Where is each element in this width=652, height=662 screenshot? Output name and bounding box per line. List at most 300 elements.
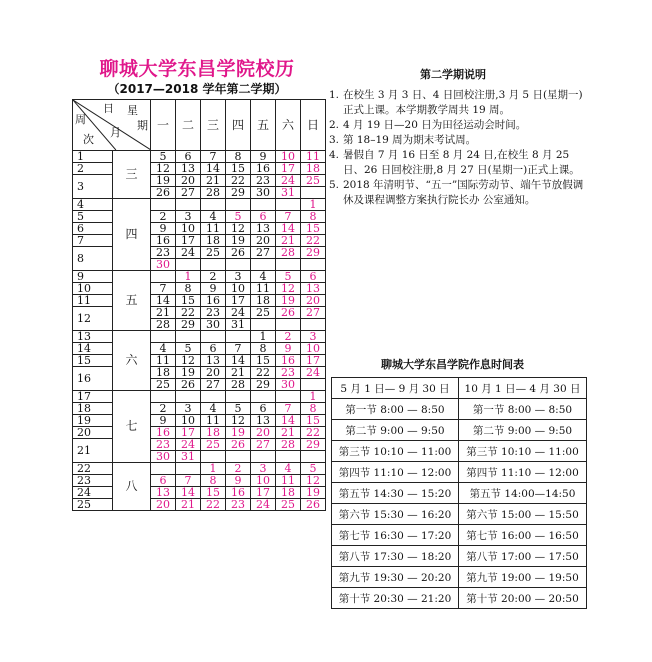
weekday-header: 五 <box>251 100 276 151</box>
date-cell: 4 <box>276 463 301 475</box>
note-text: 2018 年清明节、“五一”国际劳动节、端午节放假调休及课程调整方案执行院长办 公室通知。 <box>343 179 584 206</box>
date-cell: 11 <box>201 415 226 427</box>
date-cell: 12 <box>151 163 176 175</box>
calendar-title: 聊城大学东昌学院校历 <box>99 58 295 80</box>
date-cell: 14 <box>226 355 251 367</box>
date-cell: 2 <box>151 403 176 415</box>
schedule-cell: 第七节 16:30 — 17:20 <box>332 525 459 546</box>
date-cell: 9 <box>151 415 176 427</box>
schedule-cell: 第四节 11:10 — 12:00 <box>459 462 587 483</box>
date-cell: 23 <box>151 439 176 451</box>
schedule-cell: 第五节 14:00—14:50 <box>459 483 587 504</box>
date-cell: 16 <box>151 427 176 439</box>
month-label: 三 <box>113 151 151 199</box>
date-cell: 18 <box>201 427 226 439</box>
date-cell: 12 <box>226 223 251 235</box>
date-cell <box>201 391 226 403</box>
semester-notes <box>329 88 591 208</box>
date-cell <box>201 451 226 463</box>
schedule-row <box>332 546 587 567</box>
date-cell: 9 <box>201 283 226 295</box>
corner-label-day-label-2: 月 <box>110 126 121 139</box>
note-number: 5. <box>329 179 340 191</box>
date-cell: 11 <box>201 223 226 235</box>
date-cell: 14 <box>176 487 201 499</box>
date-cell <box>276 319 301 331</box>
schedule-cell: 第九节 19:30 — 20:20 <box>332 567 459 588</box>
date-cell: 19 <box>301 487 326 499</box>
schedule-row <box>332 441 587 462</box>
month-label: 五 <box>113 271 151 331</box>
date-cell: 16 <box>201 295 226 307</box>
schedule-cell: 第一节 8:00 — 8:50 <box>459 399 587 420</box>
date-cell: 17 <box>176 235 201 247</box>
date-cell: 23 <box>251 175 276 187</box>
date-cell: 3 <box>251 463 276 475</box>
weekday-header: 一 <box>151 100 176 151</box>
date-cell <box>176 259 201 271</box>
week-number: 6 <box>73 223 113 235</box>
date-cell: 4 <box>201 403 226 415</box>
date-cell: 8 <box>301 211 326 223</box>
date-cell: 15 <box>301 415 326 427</box>
date-cell: 9 <box>151 223 176 235</box>
date-cell: 15 <box>176 295 201 307</box>
date-cell: 9 <box>226 475 251 487</box>
date-cell: 20 <box>251 427 276 439</box>
week-number: 11 <box>73 295 113 307</box>
date-cell: 30 <box>251 187 276 199</box>
week-number: 12 <box>73 307 113 331</box>
schedule-row <box>332 588 587 609</box>
date-cell: 2 <box>151 211 176 223</box>
date-cell: 10 <box>176 415 201 427</box>
corner-label-week-label-2: 次 <box>83 133 94 146</box>
date-cell: 30 <box>151 451 176 463</box>
date-cell: 24 <box>176 247 201 259</box>
date-cell: 25 <box>301 175 326 187</box>
date-cell: 9 <box>276 343 301 355</box>
date-cell: 18 <box>276 487 301 499</box>
schedule-row <box>332 483 587 504</box>
weekday-header: 四 <box>226 100 251 151</box>
date-cell <box>251 259 276 271</box>
date-cell: 14 <box>201 163 226 175</box>
date-cell <box>226 451 251 463</box>
date-cell: 3 <box>301 331 326 343</box>
schedule-row <box>332 525 587 546</box>
date-cell: 20 <box>151 499 176 511</box>
date-cell <box>276 391 301 403</box>
date-cell: 5 <box>276 271 301 283</box>
note-number: 3. <box>329 134 340 146</box>
schedule-cell: 第十节 20:30 — 21:20 <box>332 588 459 609</box>
date-cell: 5 <box>226 403 251 415</box>
date-cell <box>301 259 326 271</box>
date-cell: 31 <box>276 187 301 199</box>
week-number: 16 <box>73 367 113 391</box>
date-cell <box>176 199 201 211</box>
date-cell: 8 <box>176 283 201 295</box>
date-cell: 19 <box>226 427 251 439</box>
corner-label-weekday-label-2: 期 <box>137 119 148 132</box>
week-number: 17 <box>73 391 113 403</box>
date-cell: 8 <box>251 343 276 355</box>
date-cell: 10 <box>301 343 326 355</box>
date-cell: 27 <box>251 439 276 451</box>
date-cell: 28 <box>201 187 226 199</box>
note-text: 暑假自 7 月 16 日至 8 月 24 日,在校生 8 月 25 日、26 日回校注册,8 月 27 日(星期一)正式上课。 <box>343 149 580 176</box>
date-cell <box>176 331 201 343</box>
date-cell: 6 <box>251 211 276 223</box>
calendar-corner-header <box>73 100 151 151</box>
date-cell: 29 <box>251 379 276 391</box>
date-cell: 5 <box>176 343 201 355</box>
date-cell: 20 <box>301 295 326 307</box>
date-cell: 4 <box>201 211 226 223</box>
date-cell: 26 <box>276 307 301 319</box>
week-number: 18 <box>73 403 113 415</box>
date-cell: 7 <box>276 211 301 223</box>
schedule-cell: 第七节 16:00 — 16:50 <box>459 525 587 546</box>
week-number: 20 <box>73 427 113 439</box>
date-cell: 1 <box>176 271 201 283</box>
week-number: 4 <box>73 199 113 211</box>
date-cell <box>176 463 201 475</box>
week-number: 7 <box>73 235 113 247</box>
date-cell: 10 <box>276 151 301 163</box>
date-cell: 8 <box>301 403 326 415</box>
date-cell: 12 <box>226 415 251 427</box>
weekday-header: 三 <box>201 100 226 151</box>
date-cell: 6 <box>301 271 326 283</box>
date-cell: 15 <box>251 355 276 367</box>
weekday-header: 日 <box>301 100 326 151</box>
weekday-header: 六 <box>276 100 301 151</box>
date-cell: 7 <box>201 151 226 163</box>
notes-title: 第二学期说明 <box>420 68 486 81</box>
month-label: 七 <box>113 391 151 463</box>
date-cell: 17 <box>226 295 251 307</box>
schedule-cell: 第八节 17:00 — 17:50 <box>459 546 587 567</box>
schedule-row <box>332 399 587 420</box>
schedule-cell: 第四节 11:10 — 12:00 <box>332 462 459 483</box>
date-cell <box>251 451 276 463</box>
date-cell <box>226 199 251 211</box>
date-cell: 19 <box>226 235 251 247</box>
date-cell: 23 <box>151 247 176 259</box>
week-number: 25 <box>73 499 113 511</box>
date-cell <box>176 391 201 403</box>
week-number: 15 <box>73 355 113 367</box>
date-cell: 6 <box>251 403 276 415</box>
date-cell: 25 <box>201 247 226 259</box>
date-cell: 24 <box>251 499 276 511</box>
schedule-row <box>332 420 587 441</box>
date-cell: 1 <box>251 331 276 343</box>
week-number: 13 <box>73 331 113 343</box>
schedule-cell: 第五节 14:30 — 15:20 <box>332 483 459 504</box>
date-cell: 19 <box>151 175 176 187</box>
date-cell: 26 <box>301 499 326 511</box>
date-cell: 18 <box>201 235 226 247</box>
date-cell: 23 <box>226 499 251 511</box>
note-number: 1. <box>329 89 340 101</box>
date-cell: 15 <box>301 223 326 235</box>
date-cell: 17 <box>276 163 301 175</box>
date-cell: 25 <box>201 439 226 451</box>
date-cell: 14 <box>151 295 176 307</box>
date-cell: 30 <box>201 319 226 331</box>
date-cell: 21 <box>276 427 301 439</box>
date-cell: 13 <box>176 163 201 175</box>
schedule-row <box>332 504 587 525</box>
date-cell: 22 <box>251 367 276 379</box>
date-cell: 4 <box>251 271 276 283</box>
week-number: 9 <box>73 271 113 283</box>
date-cell <box>251 199 276 211</box>
date-cell: 14 <box>276 223 301 235</box>
date-cell: 31 <box>176 451 201 463</box>
date-cell <box>301 379 326 391</box>
date-cell <box>301 451 326 463</box>
schedule-cell: 第八节 17:30 — 18:20 <box>332 546 459 567</box>
date-cell <box>151 331 176 343</box>
week-number: 24 <box>73 487 113 499</box>
date-cell <box>201 331 226 343</box>
date-cell: 11 <box>301 151 326 163</box>
date-cell: 13 <box>251 223 276 235</box>
date-cell: 11 <box>151 355 176 367</box>
date-cell: 19 <box>176 367 201 379</box>
date-cell: 3 <box>176 403 201 415</box>
date-cell <box>226 331 251 343</box>
week-number: 3 <box>73 175 113 199</box>
corner-label-day-label-1: 日 <box>103 102 114 115</box>
date-cell: 28 <box>276 439 301 451</box>
schedule-title: 聊城大学东昌学院作息时间表 <box>381 358 524 371</box>
date-cell: 5 <box>151 151 176 163</box>
date-cell: 27 <box>301 307 326 319</box>
note-item <box>329 133 591 148</box>
date-cell: 2 <box>226 463 251 475</box>
date-cell: 29 <box>176 319 201 331</box>
note-item <box>329 118 591 133</box>
date-cell <box>251 391 276 403</box>
month-label: 六 <box>113 331 151 391</box>
date-cell: 10 <box>176 223 201 235</box>
date-cell <box>276 199 301 211</box>
note-item <box>329 88 591 118</box>
date-cell: 18 <box>251 295 276 307</box>
week-number: 8 <box>73 247 113 271</box>
date-cell <box>301 319 326 331</box>
date-cell: 3 <box>226 271 251 283</box>
date-cell: 16 <box>276 355 301 367</box>
date-cell: 7 <box>151 283 176 295</box>
date-cell <box>151 271 176 283</box>
date-cell: 22 <box>226 175 251 187</box>
date-cell: 26 <box>226 247 251 259</box>
date-cell: 13 <box>251 415 276 427</box>
date-cell: 23 <box>201 307 226 319</box>
date-cell: 6 <box>176 151 201 163</box>
date-cell: 28 <box>151 319 176 331</box>
date-cell: 24 <box>226 307 251 319</box>
weekday-header: 二 <box>176 100 201 151</box>
schedule-row <box>332 462 587 483</box>
date-cell: 13 <box>201 355 226 367</box>
date-cell: 7 <box>226 343 251 355</box>
schedule-cell: 第二节 9:00 — 9:50 <box>332 420 459 441</box>
academic-calendar-table <box>72 99 326 511</box>
date-cell: 22 <box>301 427 326 439</box>
date-cell: 6 <box>201 343 226 355</box>
date-cell: 25 <box>276 499 301 511</box>
date-cell: 25 <box>151 379 176 391</box>
date-cell: 23 <box>276 367 301 379</box>
date-cell <box>226 259 251 271</box>
schedule-cell: 第三节 10:10 — 11:00 <box>459 441 587 462</box>
schedule-cell: 第一节 8:00 — 8:50 <box>332 399 459 420</box>
schedule-row <box>332 567 587 588</box>
date-cell <box>226 391 251 403</box>
date-cell: 26 <box>176 379 201 391</box>
week-number: 23 <box>73 475 113 487</box>
summer-schedule-header: 5 月 1 日— 9 月 30 日 <box>332 378 459 399</box>
date-cell: 1 <box>201 463 226 475</box>
note-item <box>329 148 591 178</box>
note-number: 4. <box>329 149 340 161</box>
week-number: 14 <box>73 343 113 355</box>
date-cell: 1 <box>301 391 326 403</box>
date-cell: 27 <box>201 379 226 391</box>
date-cell: 4 <box>151 343 176 355</box>
week-number: 19 <box>73 415 113 427</box>
date-cell: 17 <box>251 487 276 499</box>
schedule-cell: 第九节 19:00 — 19:50 <box>459 567 587 588</box>
date-cell: 29 <box>301 439 326 451</box>
date-cell: 12 <box>176 355 201 367</box>
date-cell: 13 <box>151 487 176 499</box>
date-cell: 21 <box>276 235 301 247</box>
date-cell: 1 <box>301 199 326 211</box>
date-cell: 26 <box>226 439 251 451</box>
date-cell: 18 <box>151 367 176 379</box>
date-cell <box>151 199 176 211</box>
date-cell: 22 <box>201 499 226 511</box>
date-cell: 30 <box>151 259 176 271</box>
date-cell: 3 <box>176 211 201 223</box>
schedule-cell: 第二节 9:00 — 9:50 <box>459 420 587 441</box>
date-cell: 12 <box>276 283 301 295</box>
note-number: 2. <box>329 119 340 131</box>
date-cell: 15 <box>201 487 226 499</box>
corner-label-weekday-label-1: 星 <box>127 104 138 117</box>
date-cell <box>201 259 226 271</box>
date-cell: 22 <box>176 307 201 319</box>
date-cell: 28 <box>226 379 251 391</box>
schedule-cell: 第十节 20:00 — 20:50 <box>459 588 587 609</box>
date-cell: 22 <box>301 235 326 247</box>
date-cell: 29 <box>301 247 326 259</box>
date-cell: 27 <box>251 247 276 259</box>
date-cell: 11 <box>276 475 301 487</box>
date-cell: 21 <box>151 307 176 319</box>
date-cell: 5 <box>226 211 251 223</box>
date-cell: 20 <box>201 367 226 379</box>
date-cell: 24 <box>276 175 301 187</box>
date-cell: 24 <box>301 367 326 379</box>
date-cell <box>151 463 176 475</box>
schedule-cell: 第六节 15:00 — 15:50 <box>459 504 587 525</box>
daily-schedule-table <box>331 377 587 609</box>
date-cell: 10 <box>251 475 276 487</box>
schedule-cell: 第三节 10:10 — 11:00 <box>332 441 459 462</box>
date-cell: 16 <box>151 235 176 247</box>
winter-schedule-header: 10 月 1 日— 4 月 30 日 <box>459 378 587 399</box>
date-cell: 28 <box>276 247 301 259</box>
date-cell: 8 <box>201 475 226 487</box>
date-cell: 31 <box>226 319 251 331</box>
date-cell: 16 <box>251 163 276 175</box>
date-cell: 20 <box>251 235 276 247</box>
schedule-cell: 第六节 15:30 — 16:20 <box>332 504 459 525</box>
date-cell: 21 <box>226 367 251 379</box>
week-number: 10 <box>73 283 113 295</box>
date-cell: 2 <box>276 331 301 343</box>
date-cell: 21 <box>201 175 226 187</box>
date-cell: 20 <box>176 175 201 187</box>
date-cell <box>251 319 276 331</box>
date-cell <box>151 391 176 403</box>
date-cell: 7 <box>276 403 301 415</box>
date-cell: 14 <box>276 415 301 427</box>
date-cell: 17 <box>301 355 326 367</box>
date-cell <box>301 187 326 199</box>
note-text: 4 月 19 日—20 日为田径运动会时间。 <box>343 119 527 131</box>
date-cell: 11 <box>251 283 276 295</box>
date-cell: 17 <box>176 427 201 439</box>
date-cell: 13 <box>301 283 326 295</box>
date-cell: 30 <box>276 379 301 391</box>
date-cell: 29 <box>226 187 251 199</box>
week-number: 22 <box>73 463 113 475</box>
date-cell: 27 <box>176 187 201 199</box>
date-cell: 5 <box>301 463 326 475</box>
note-item <box>329 178 591 208</box>
date-cell: 15 <box>226 163 251 175</box>
date-cell: 9 <box>251 151 276 163</box>
date-cell: 16 <box>226 487 251 499</box>
week-number: 1 <box>73 151 113 163</box>
date-cell: 7 <box>176 475 201 487</box>
date-cell: 25 <box>251 307 276 319</box>
month-label: 八 <box>113 463 151 511</box>
date-cell <box>276 451 301 463</box>
calendar-subtitle: （2017—2018 学年第二学期） <box>107 82 287 96</box>
date-cell: 2 <box>201 271 226 283</box>
week-number: 2 <box>73 163 113 175</box>
note-text: 第 18–19 周为期末考试周。 <box>343 134 477 146</box>
date-cell: 6 <box>151 475 176 487</box>
date-cell: 12 <box>301 475 326 487</box>
date-cell <box>201 199 226 211</box>
date-cell: 8 <box>226 151 251 163</box>
week-number: 21 <box>73 439 113 463</box>
date-cell: 10 <box>226 283 251 295</box>
date-cell: 18 <box>301 163 326 175</box>
